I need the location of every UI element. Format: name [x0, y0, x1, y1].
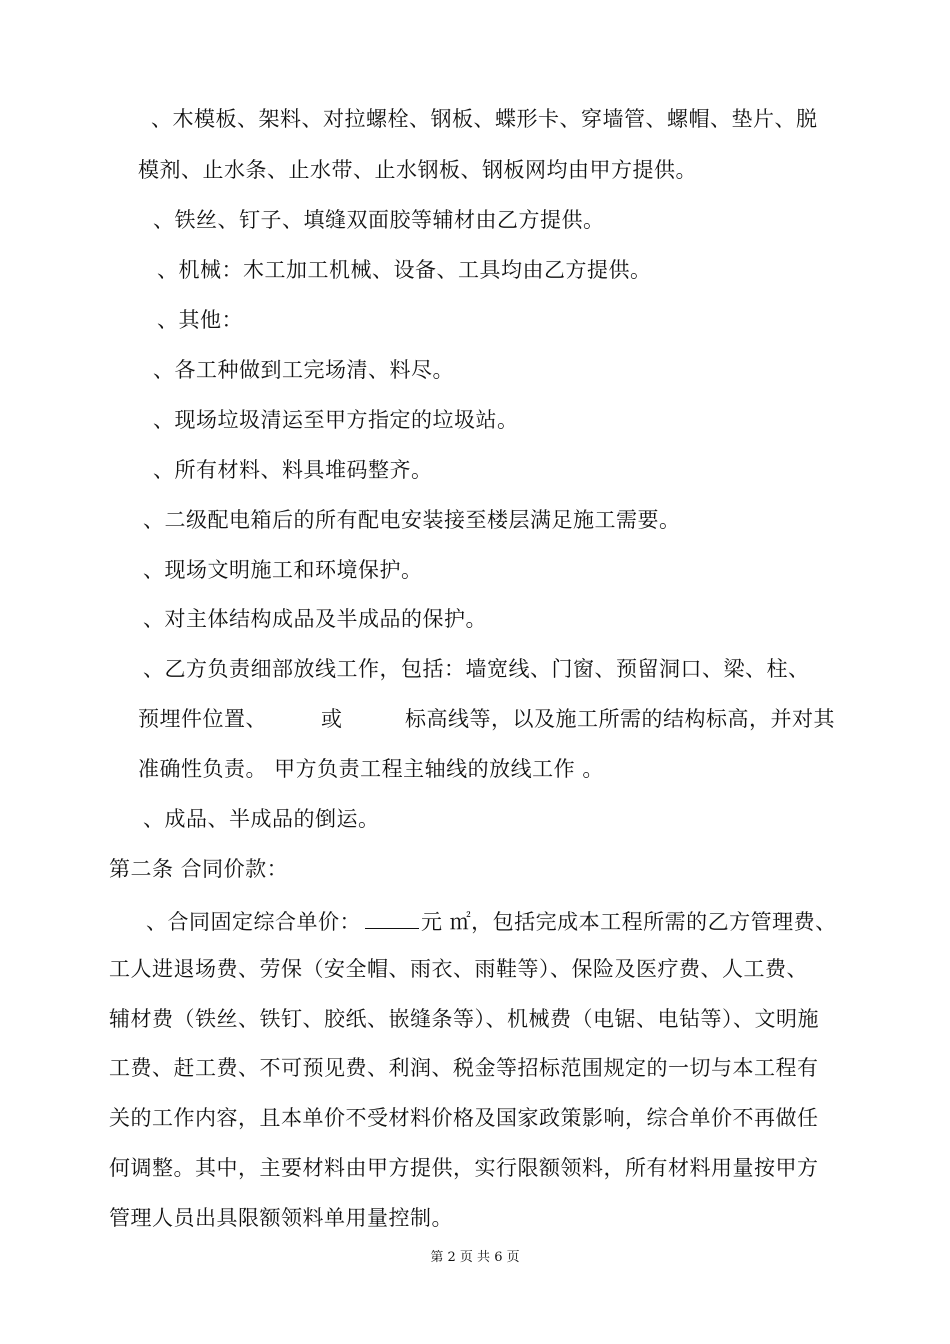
- text-line: 、现场垃圾清运至甲方指定的垃圾站。: [153, 408, 519, 432]
- text-line: 、铁丝、钉子、填缝双面胶等辅材由乙方提供。: [153, 208, 605, 232]
- text-line: 工人进退场费、劳保（安全帽、雨衣、雨鞋等）、保险及医疗费、人工费、: [109, 957, 808, 981]
- text-line: 、成品、半成品的倒运。: [143, 807, 380, 831]
- text-line: 、所有材料、料具堆码整齐。: [153, 458, 433, 482]
- text-line: 、机械：木工加工机械、设备、工具均由乙方提供。: [157, 258, 652, 282]
- text-line: 辅材费（铁丝、铁钉、胶纸、嵌缝条等）、机械费（电锯、电钻等）、文明施: [109, 1007, 819, 1031]
- text-line: 、乙方负责细部放线工作，包括：墙宽线、门窗、预留洞口、梁、柱、: [143, 657, 810, 681]
- price-blank: [365, 904, 419, 929]
- text-line: 准确性负责。 甲方负责工程主轴线的放线工作 。: [138, 757, 604, 781]
- text-line: [146, 904, 837, 937]
- text-line: 何调整。其中，主要材料由甲方提供，实行限额领料，所有材料用量按甲方: [109, 1156, 819, 1180]
- text-line-segment: 、合同固定综合单价：: [146, 910, 361, 934]
- text-line: 、对主体结构成品及半成品的保护。: [143, 607, 487, 631]
- text-line-segment: 或: [321, 707, 343, 731]
- text-line: 模剂、止水条、止水带、止水钢板、钢板网均由甲方提供。: [138, 158, 697, 182]
- text-line: 、木模板、架料、对拉螺栓、钢板、蝶形卡、穿墙管、螺帽、垫片、脱: [151, 107, 818, 131]
- text-line: 、二级配电箱后的所有配电安装接至楼层满足施工需要。: [143, 508, 681, 532]
- article-heading: 第二条 合同价款：: [109, 857, 289, 881]
- text-line-segment: 标高线等，以及施工所需的结构标高，并对其: [405, 707, 835, 731]
- text-line: 工费、赶工费、不可预见费、利润、税金等招标范围规定的一切与本工程有: [109, 1056, 819, 1080]
- page-footer: 第 2 页 共 6 页: [430, 1250, 520, 1265]
- text-line-segment: 预埋件位置、: [138, 707, 267, 731]
- text-line: 、现场文明施工和环境保护。: [143, 558, 423, 582]
- text-line: 、其他：: [157, 308, 243, 332]
- text-line-segment: 元 ㎡，包括完成本工程所需的乙方管理费、: [421, 910, 837, 934]
- text-line: 关的工作内容，且本单价不受材料价格及国家政策影响，综合单价不再做任: [109, 1106, 819, 1130]
- text-line: 、各工种做到工完场清、料尽。: [153, 358, 454, 382]
- text-line: 管理人员出具限额领料单用量控制。: [109, 1206, 453, 1230]
